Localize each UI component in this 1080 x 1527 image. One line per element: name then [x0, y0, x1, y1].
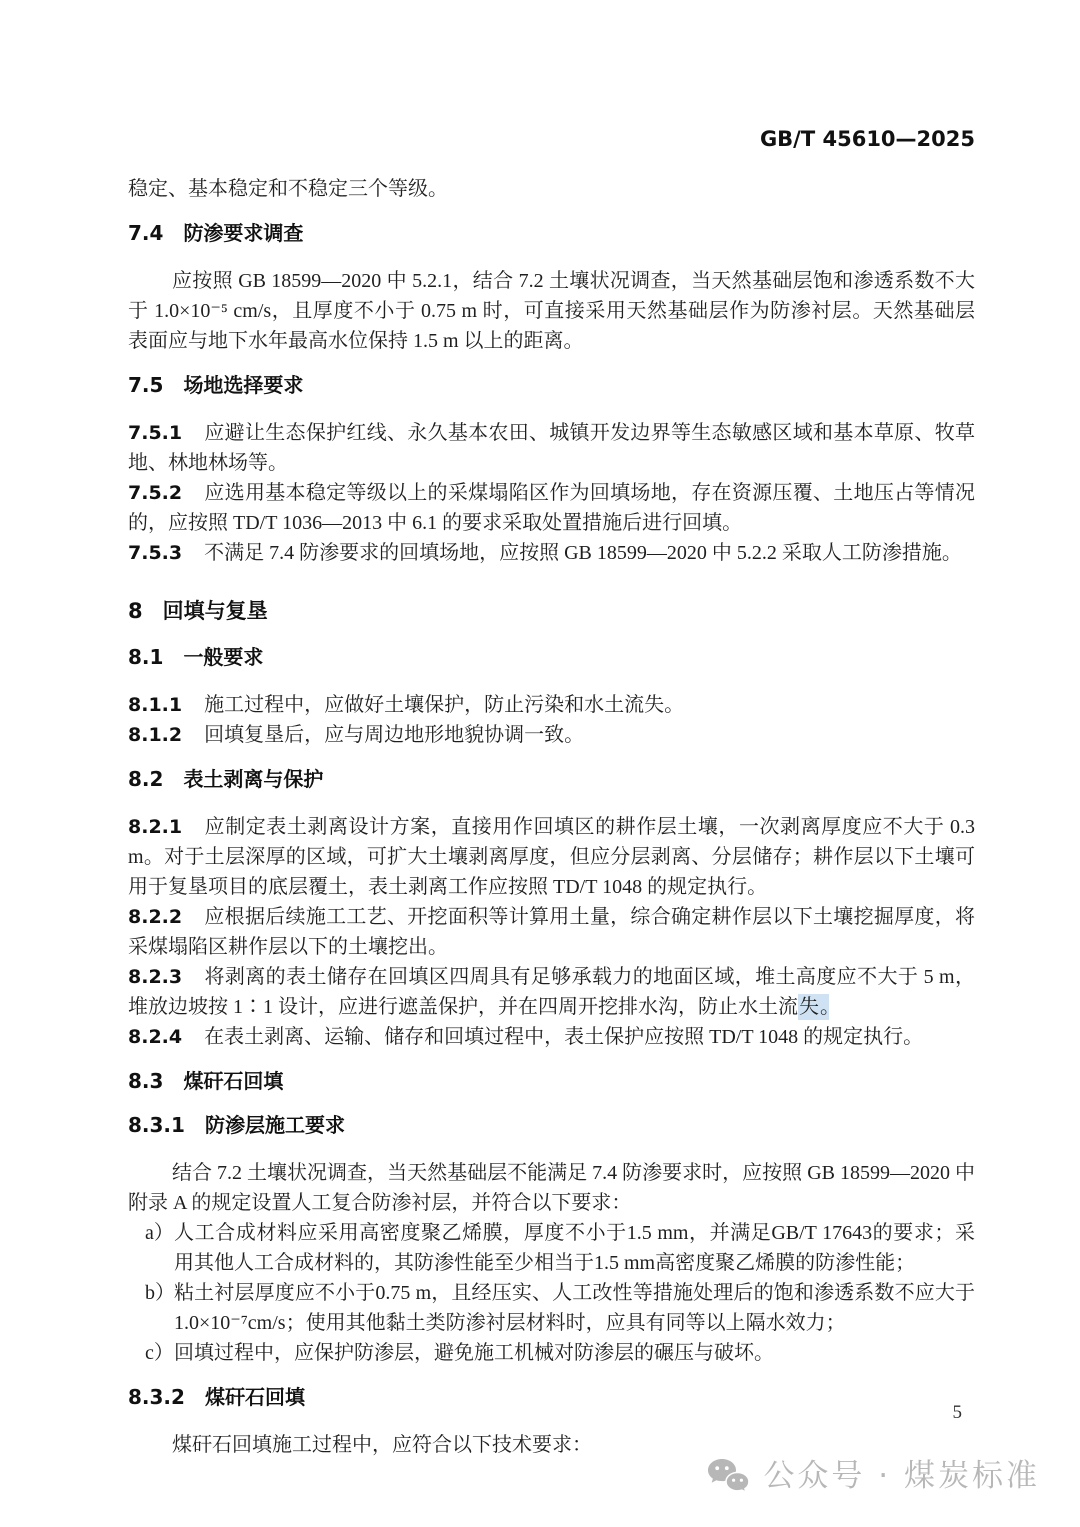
- list-label: a）: [145, 1222, 174, 1244]
- section-heading-8-3-1: [128, 1110, 975, 1140]
- list-text: 人工合成材料应采用高密度聚乙烯膜，厚度不小于1.5 mm，并满足GB/T 17643的要求；采用其他人工合成材料的，其防渗性能至少相当于1.5 mm高密度聚乙烯膜的防渗性能；: [174, 1222, 975, 1274]
- section-number: 8.2: [128, 767, 164, 791]
- clause-8-1-2: [128, 720, 975, 750]
- clause-8-2-1: [128, 812, 975, 902]
- section-heading-8-3-2: [128, 1382, 975, 1412]
- clause-number: 7.5.3: [128, 542, 183, 564]
- clause-number: 8.1.2: [128, 724, 183, 746]
- clause-7-5-3: [128, 538, 975, 568]
- clause-text: 施工过程中，应做好土壤保护，防止污染和水土流失。: [204, 694, 685, 716]
- section-title: 防渗层施工要求: [204, 1113, 345, 1137]
- clause-number: 8.1.1: [128, 694, 183, 716]
- section-number: 8.1: [128, 645, 164, 669]
- section-title: 一般要求: [183, 645, 264, 669]
- standard-number: GB/T 45610—2025: [759, 127, 975, 151]
- clause-number: 8.2.1: [128, 816, 183, 838]
- chapter-heading-8: [128, 596, 975, 626]
- watermark-text: 公众号 · 煤炭标准: [763, 1458, 1040, 1494]
- section-heading-8-1: [128, 642, 975, 672]
- section-heading-7-5: [128, 370, 975, 400]
- section-title: 场地选择要求: [183, 373, 304, 397]
- clause-text: 应制定表土剥离设计方案，直接用作回填区的耕作层土壤，一次剥离厚度应不大于 0.3 m。对于土层深厚的区域，可扩大土壤剥离厚度，但应分层剥离、分层储存；耕作层以下土壤可用于复垦项目的底层覆土，表土剥离工作应按照 TD/T 1048 的规定执行。: [128, 816, 975, 898]
- paragraph-7-4: 应按照 GB 18599—2020 中 5.2.1，结合 7.2 土壤状况调查，当天然基础层饱和渗透系数不大于 1.0×10⁻⁵ cm/s，且厚度不小于 0.75 m 时，可直接采用天然基础层作为防渗衬层。天然基础层表面应与地下水年最高水位保持 1.5 m 以上的距离。: [128, 270, 975, 352]
- list-label: c）: [145, 1342, 174, 1364]
- clause-8-2-2: [128, 902, 975, 962]
- chapter-title: 回填与复垦: [162, 599, 268, 623]
- chapter-number: 8: [128, 599, 143, 623]
- list-text: 粘土衬层厚度应不小于0.75 m，且经压实、人工改性等措施处理后的饱和渗透系数不应大于 1.0×10⁻⁷cm/s；使用其他黏土类防渗衬层材料时，应具有同等以上隔水效力；: [174, 1282, 975, 1334]
- intro-continuation-text: 稳定、基本稳定和不稳定三个等级。: [128, 178, 448, 200]
- section-title: 防渗要求调查: [183, 221, 304, 245]
- clause-number: 8.2.4: [128, 1026, 183, 1048]
- clause-8-1-1: [128, 690, 975, 720]
- section-heading-8-3: [128, 1066, 975, 1096]
- section-title: 表土剥离与保护: [183, 767, 324, 791]
- clause-text: 回填复垦后，应与周边地形地貌协调一致。: [204, 724, 585, 746]
- section-heading-7-4: [128, 218, 975, 248]
- clause-text: 应避让生态保护红线、永久基本农田、城镇开发边界等生态敏感区域和基本草原、牧草地、林地林场等。: [128, 422, 975, 474]
- selection-highlight: 失: [798, 994, 829, 1020]
- watermark: [705, 1456, 1040, 1496]
- clause-number: 7.5.1: [128, 422, 183, 444]
- clause-8-2-3: [128, 962, 975, 1022]
- list-item-b: [128, 1278, 975, 1338]
- section-number: 7.5: [128, 373, 164, 397]
- section-title: 煤矸石回填: [183, 1069, 284, 1093]
- section-number: 8.3.2: [128, 1385, 185, 1409]
- section-number: 8.3.1: [128, 1113, 185, 1137]
- clause-number: 8.2.3: [128, 966, 183, 988]
- section-heading-8-2: [128, 764, 975, 794]
- page-number: 5: [952, 1402, 962, 1423]
- clause-text: 在表土剥离、运输、储存和回填过程中，表土保护应按照 TD/T 1048 的规定执行。: [204, 1026, 924, 1048]
- clause-text: 不满足 7.4 防渗要求的回填场地，应按照 GB 18599—2020 中 5.2.2 采取人工防渗措施。: [204, 542, 962, 564]
- list-label: b）: [145, 1282, 175, 1304]
- wechat-icon: [705, 1457, 751, 1495]
- clause-number: 7.5.2: [128, 482, 183, 504]
- paragraph-8-3-1: 结合 7.2 土壤状况调查，当天然基础层不能满足 7.4 防渗要求时，应按照 GB 18599—2020 中附录 A 的规定设置人工复合防渗衬层，并符合以下要求：: [128, 1162, 975, 1214]
- section-title: 煤矸石回填: [204, 1385, 305, 1409]
- clause-text-after-highlight: 。: [820, 996, 840, 1018]
- clause-text: 应选用基本稳定等级以上的采煤塌陷区作为回填场地，存在资源压覆、土地压占等情况的，应按照 TD/T 1036—2013 中 6.1 的要求采取处置措施后进行回填。: [128, 482, 975, 534]
- clause-number: 8.2.2: [128, 906, 183, 928]
- paragraph-8-3-2: 煤矸石回填施工过程中，应符合以下技术要求：: [172, 1434, 592, 1456]
- list-item-c: [128, 1338, 975, 1368]
- section-number: 7.4: [128, 221, 164, 245]
- clause-8-2-4: [128, 1022, 975, 1052]
- section-number: 8.3: [128, 1069, 164, 1093]
- clause-text: 将剥离的表土储存在回填区四周具有足够承载力的地面区域，堆土高度应不大于 5 m，堆放边坡按 1∶1 设计，应进行遮盖保护，并在四周开挖排水沟，防止水土流: [128, 966, 975, 1018]
- clause-text: 应根据后续施工工艺、开挖面积等计算用土量，综合确定耕作层以下土壤挖掘厚度，将采煤塌陷区耕作层以下的土壤挖出。: [128, 906, 975, 958]
- list-item-a: [128, 1218, 975, 1278]
- clause-7-5-2: [128, 478, 975, 538]
- clause-7-5-1: [128, 418, 975, 478]
- list-text: 回填过程中，应保护防渗层，避免施工机械对防渗层的碾压与破坏。: [174, 1342, 774, 1364]
